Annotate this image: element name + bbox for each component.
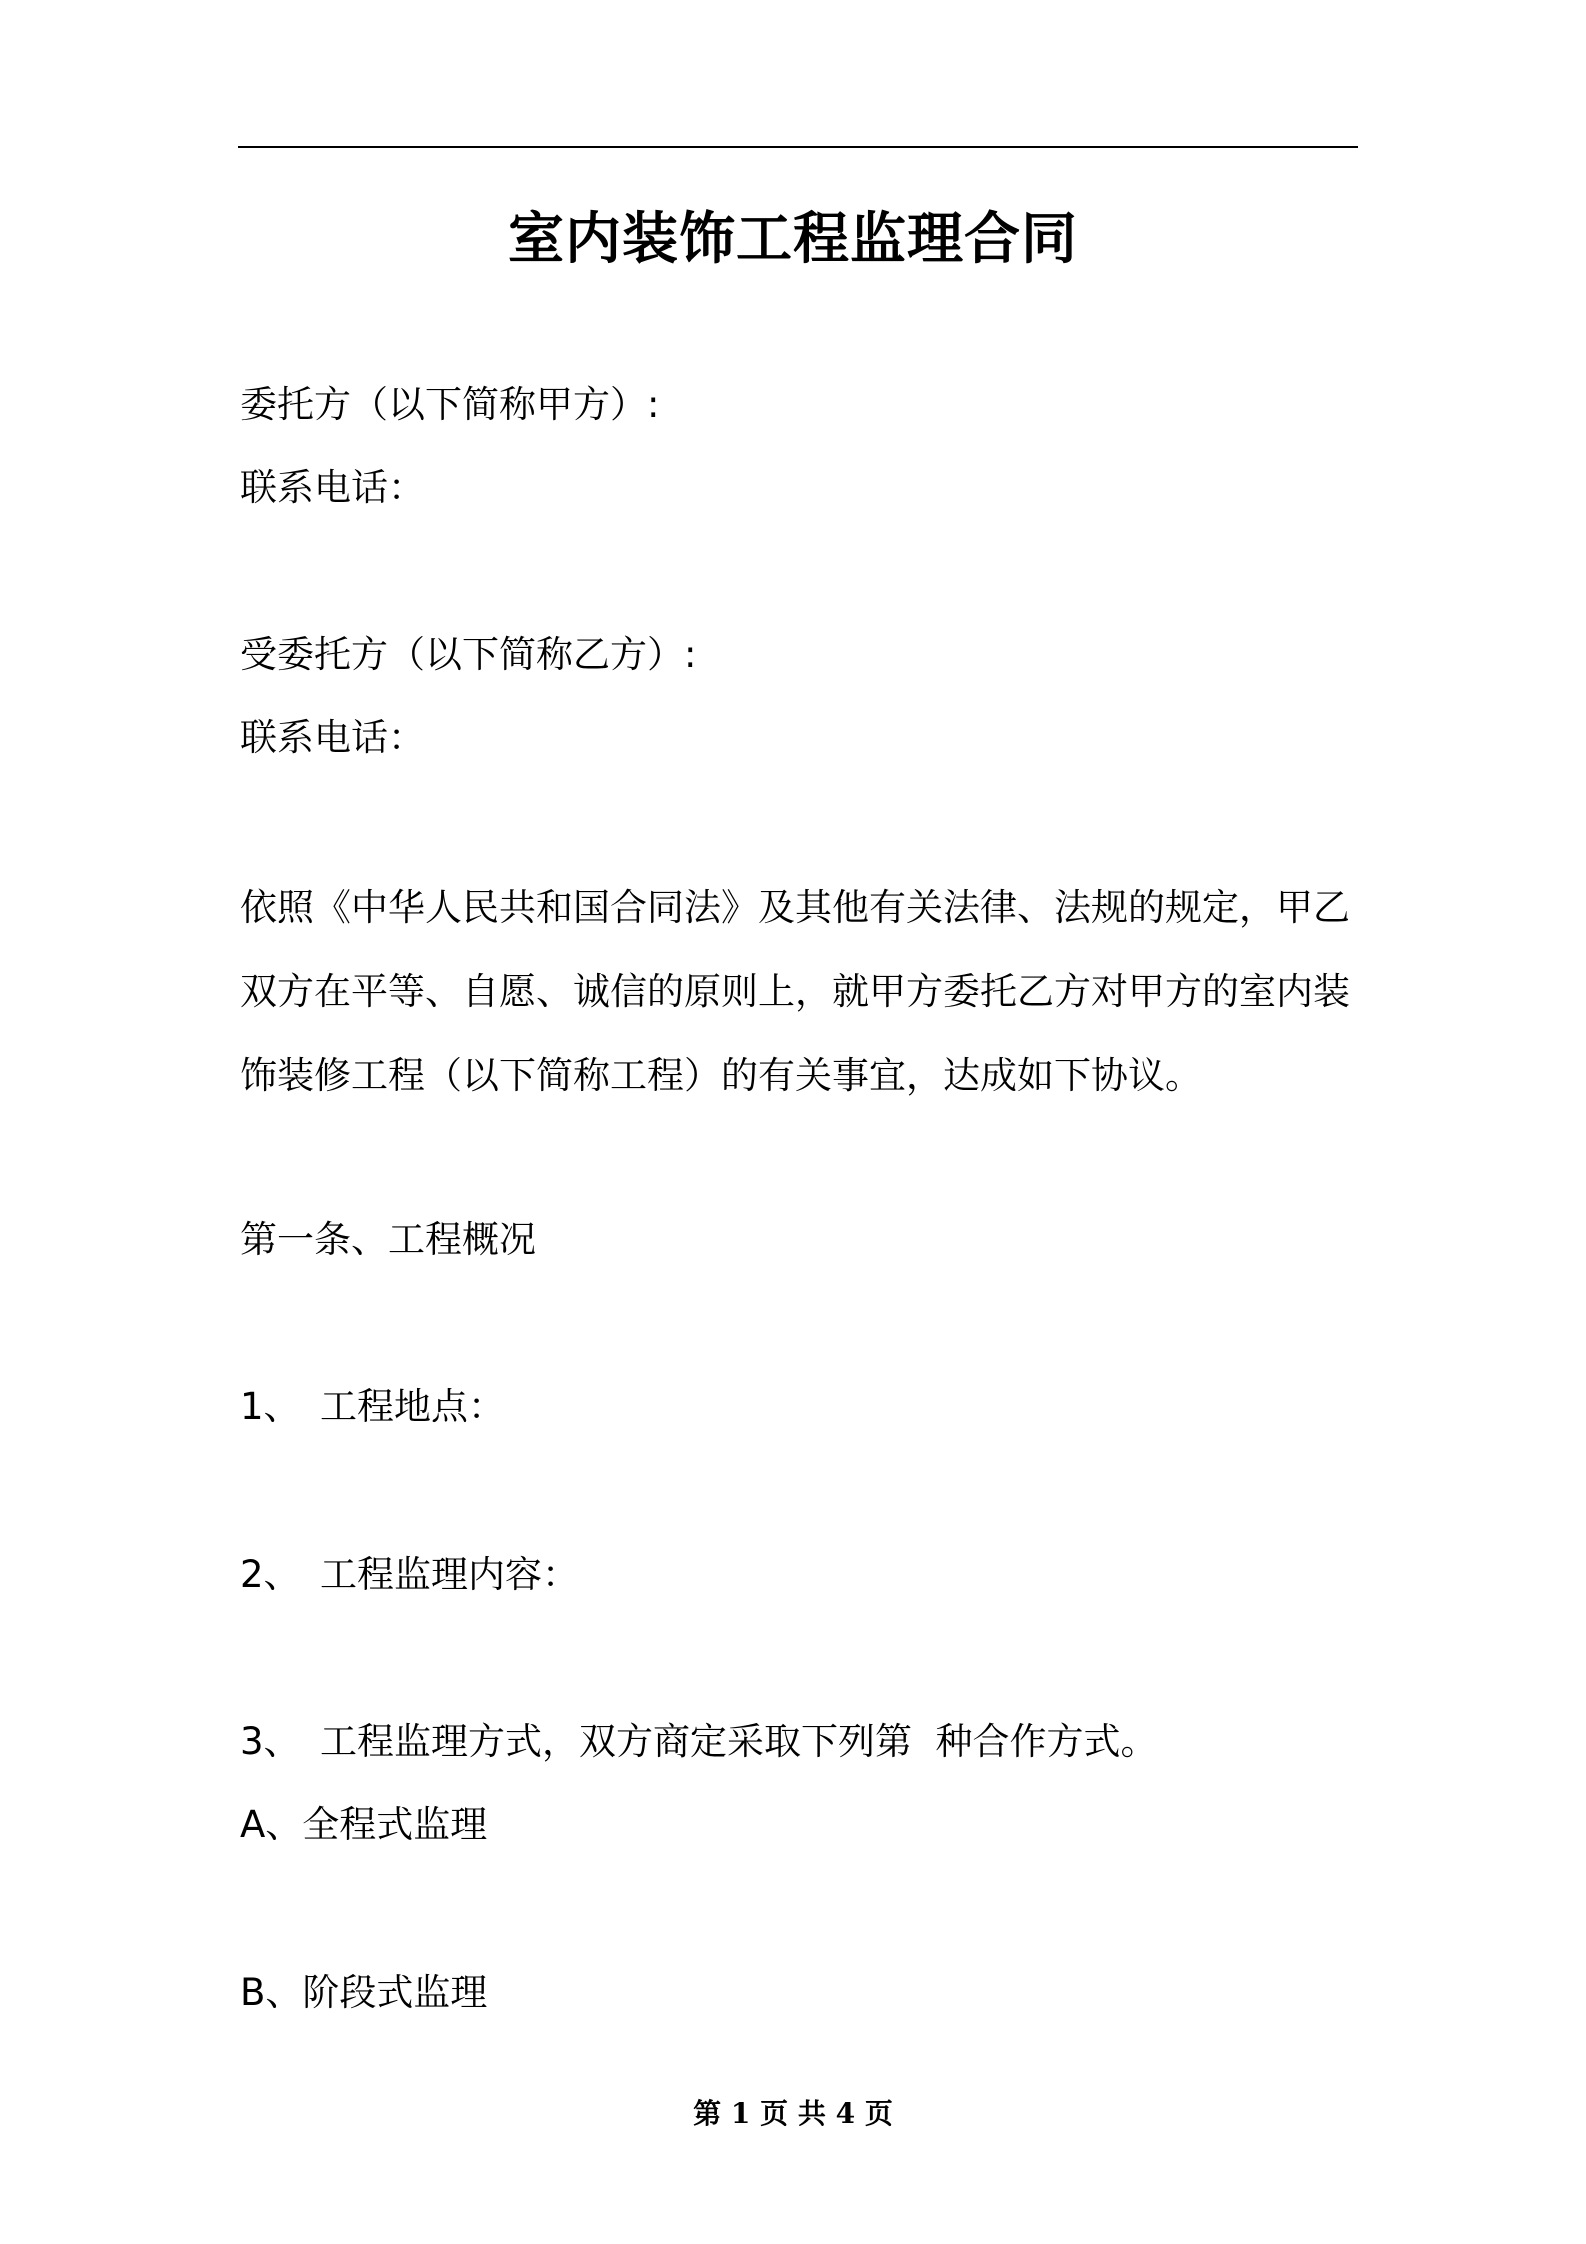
item-number: 1、 [240, 1385, 301, 1428]
document-title: 室内装饰工程监理合同 [508, 207, 1078, 272]
intro-line: 依照《中华人民共和国合同法》及其他有关法律、法规的规定，甲乙 [240, 886, 1350, 929]
item-number: 2、 [240, 1553, 301, 1596]
page-footer: 第 1 页 共 4 页 [693, 2097, 893, 2130]
intro-paragraph [240, 866, 1360, 1118]
header-rule [238, 146, 1358, 148]
item-number: 3、 [240, 1720, 301, 1763]
party-a-label: 委托方（以下简称甲方）: [240, 383, 660, 426]
item-text: 工程地点： [320, 1385, 505, 1428]
party-b-phone: 联系电话： [240, 716, 425, 759]
article-1-item-3 [240, 1717, 1158, 1767]
intro-line: 饰装修工程（以下简称工程）的有关事宜，达成如下协议。 [240, 1054, 1202, 1097]
article-1-item-1 [240, 1382, 505, 1432]
party-a-phone: 联系电话： [240, 466, 425, 509]
option-a: A、全程式监理 [240, 1803, 488, 1846]
party-b-label: 受委托方（以下简称乙方）: [240, 633, 697, 676]
option-b: B、阶段式监理 [240, 1971, 488, 2014]
article-1-item-2 [240, 1550, 579, 1600]
article-1-heading: 第一条、工程概况 [240, 1218, 536, 1261]
intro-line: 双方在平等、自愿、诚信的原则上，就甲方委托乙方对甲方的室内装 [240, 970, 1350, 1013]
item-text: 工程监理方式，双方商定采取下列第 种合作方式。 [320, 1720, 1158, 1763]
item-text: 工程监理内容： [320, 1553, 579, 1596]
